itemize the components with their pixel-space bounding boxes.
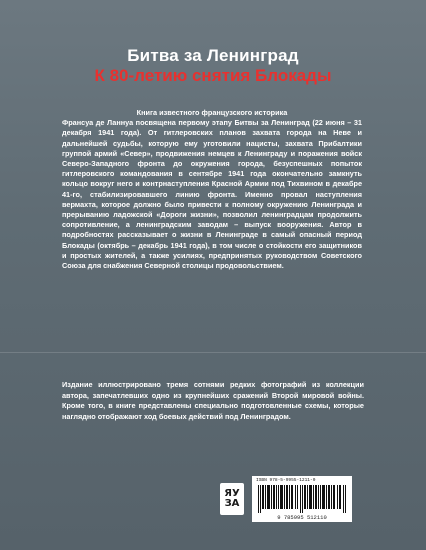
cover-subtitle: К 80-летию снятия Блокады: [94, 66, 332, 85]
isbn-label: ISBN 978-5-9955-1211-0: [256, 478, 316, 483]
barcode-number: 9 785995 512110: [277, 514, 327, 521]
section-divider: [0, 352, 426, 353]
barcode: [252, 476, 352, 522]
description-lead: Книга известного французского историка: [136, 108, 288, 117]
publisher-logo-top: ЯУ: [224, 488, 240, 499]
description-block: [62, 108, 362, 271]
cover-title: Битва за Ленинград: [127, 46, 299, 65]
barcode-bars-icon: [258, 485, 346, 513]
publisher-logo-bottom: ЗА: [224, 498, 240, 509]
illustrations-note: Издание иллюстрировано тремя сотнями редких фотографий из коллекции автора, запечатлевших одно из крупнейших сражений Второй мировой войны. Кроме того, в книге представлены специально подготовленные схемы, которые наглядно отображают ход боевых действий под Ленинградом.: [62, 380, 364, 421]
publisher-logo: [220, 483, 244, 515]
description-body: Франсуа де Ланнуа посвящена первому этапу Битвы за Ленинград (22 июня – 31 декабря 1941 года). От гитлеровских планов захвата города на Неве и дальнейшей судьбы, которую ему уготовили нацисты, захвата Прибалтики группой армий «Север», продвижения немцев к Ленинграду и поражения войск Северо-Западного фронта до окружения города, безуспешных попыток гитлеровского командования в сентябре 1941 года окончательно замкнуть кольцо вокруг него и контрнаступления Красной Армии под Тихвином в декабре 41-го, стабилизировавшего линию фронта. Именно провал наступления вермахта, которое должно было привести к полному окружению Ленинграда и прерыванию ладожской «Дороги жизни», позволил ленинградцам продолжить сопротивление, а ленинградским заводам – выпуск вооружения. Автор в подробностях рассказывает о жизни в Ленинграде в самый опасный период Блокады (октябрь – декабрь 1941 года), в том числе о стойкости его защитников и простых жителей, а также усилиях, предпринятых руководством Советского Союза для снабжения Северной столицы продовольствием.: [62, 118, 362, 271]
